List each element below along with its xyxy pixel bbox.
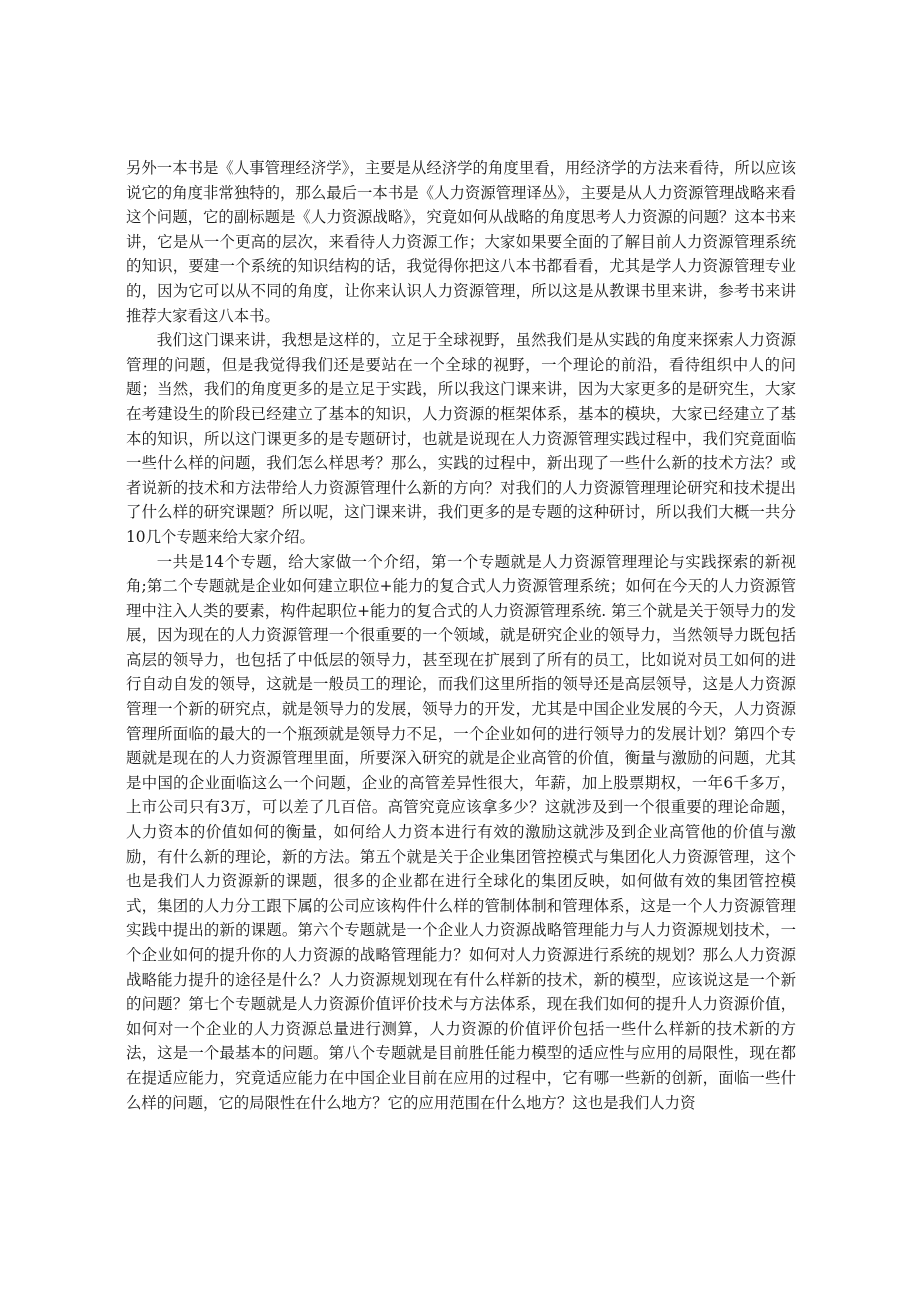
paragraph-3: 一共是14个专题，给大家做一个介绍，第一个专题就是人力资源管理理论与实践探索的新视角;第二个专题就是企业如何建立职位+能力的复合式人力资源管理系统；如何在今天的人力资源管理中注入人类的要素，构件起职位+能力的复合式的人力资源管理系统. 第三个就是关于领导力的发展，因为现在的人力资源管理一个很重要的一个领域，就是研究企业的领导力，当然领导力既包括高层的领导力，也包括了中低层的领导力，甚至现在扩展到了所有的员工，比如说对员工如何的进行自动自发的领导，这就是一般员工的理论，而我们这里所指的领导还是高层领导，这是人力资源管理一个新的研究点，就是领导力的发展，领导力的开发，尤其是中国企业发展的今天，人力资源管理所面临的最大的一个瓶颈就是领导力不足，一个企业如何的进行领导力的发展计划？第四个专题就是现在的人力资源管理里面，所要深入研究的就是企业高管的价值，衡量与激励的问题，尤其是中国的企业面临这么一个问题，企业的高管差异性很大，年薪，加上股票期权，一年6千多万，上市公司只有3万，可以差了几百倍。高管究竟应该拿多少？这就涉及到一个很重要的理论命题，人力资本的价值如何的衡量，如何给人力资本进行有效的激励这就涉及到企业高管他的价值与激励，有什么新的理论，新的方法。第五个就是关于企业集团管控模式与集团化人力资源管理，这个也是我们人力资源新的课题，很多的企业都在进行全球化的集团反映，如何做有效的集团管控模式，集团的人力分工跟下属的公司应该构件什么样的管制体制和管理体系，这是一个人力资源管理实践中提出的新的课题。第六个专题就是一个企业人力资源战略管理能力与人力资源规划技术，一个企业如何的提升你的人力资源的战略管理能力？如何对人力资源进行系统的规划？那么人力资源战略能力提升的途径是什么？人力资源规划现在有什么样新的技术，新的模型，应该说这是一个新的问题？第七个专题就是人力资源价值评价技术与方法体系，现在我们如何的提升人力资源价值，如何对一个企业的人力资源总量进行测算，人力资源的价值评价包括一些什么样新的技术新的方法，这是一个最基本的问题。第八个专题就是目前胜任能力模型的适应性与应用的局限性，现在都在提适应能力，究竟适应能力在中国企业目前在应用的过程中，它有哪一些新的创新，面临一些什么样的问题，它的局限性在什么地方？它的应用范围在什么地方？这也是我们人力资 bbox=[126, 552, 796, 1112]
paragraph-1: 另外一本书是《人事管理经济学》，主要是从经济学的角度里看，用经济学的方法来看待，所以应该说它的角度非常独特的，那么最后一本书是《人力资源管理译丛》，主要是从人力资源管理战略来看这个问题，它的副标题是《人力资源战略》，究竟如何从战略的角度思考人力资源的问题？这本书来讲，它是从一个更高的层次，来看待人力资源工作；大家如果要全面的了解目前人力资源管理系统的知识，要建一个系统的知识结构的话，我觉得你把这八本书都看看，尤其是学人力资源管理专业的，因为它可以从不同的角度，让你来认识人力资源管理，所以这是从教课书里来讲，参考书来讲推荐大家看这八本书。 bbox=[126, 159, 796, 325]
document-body bbox=[126, 156, 796, 1115]
paragraph-2: 我们这门课来讲，我想是这样的，立足于全球视野，虽然我们是从实践的角度来探索人力资源管理的问题，但是我觉得我们还是要站在一个全球的视野，一个理论的前沿，看待组织中人的问题；当然，我们的角度更多的是立足于实践，所以我这门课来讲，因为大家更多的是研究生，大家在考建设生的阶段已经建立了基本的知识，人力资源的框架体系，基本的模块，大家已经建立了基本的知识，所以这门课更多的是专题研讨，也就是说现在人力资源管理实践过程中，我们究竟面临一些什么样的问题，我们怎么样思考？那么，实践的过程中，新出现了一些什么新的技术方法？或者说新的技术和方法带给人力资源管理什么新的方向？对我们的人力资源管理理论研究和技术提出了什么样的研究课题？所以呢，这门课来讲，我们更多的是专题的这种研讨，所以我们大概一共分10几个专题来给大家介绍。 bbox=[126, 331, 796, 546]
